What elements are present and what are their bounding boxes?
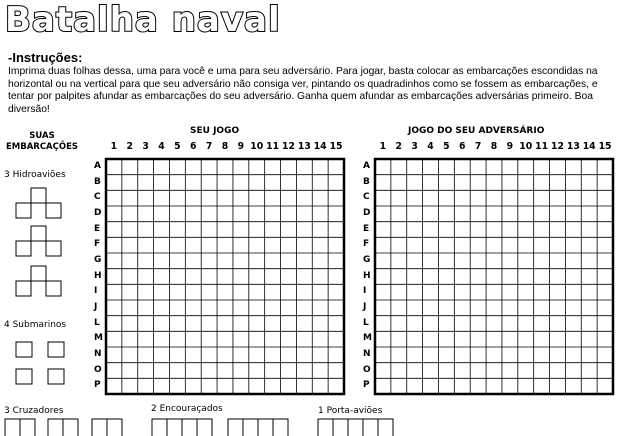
submarine-cell [16, 342, 32, 357]
own-board-row-letter: C [94, 192, 101, 203]
own-board-row-letter: I [94, 286, 98, 297]
cruisers-label: 3 Cruzadores [4, 406, 64, 416]
own-board-row-letter: E [94, 223, 101, 234]
opponent-board-row-letter: B [363, 176, 370, 187]
own-board-row-letter: J [94, 302, 98, 312]
own-board-row-letter: B [94, 176, 101, 187]
battleship-cell [167, 419, 182, 436]
own-board-column-number: 15 [329, 141, 343, 152]
opponent-board-column-number: 6 [459, 141, 466, 152]
opponent-board-column-number: 1 [379, 141, 387, 152]
opponent-board-row-letter: P [363, 380, 370, 391]
opponent-board-row-letter: J [363, 302, 367, 312]
opponent-board-row-letter: M [363, 333, 372, 344]
opponent-board-row-letter: N [363, 349, 371, 359]
opponent-board-row-letter: O [363, 364, 371, 375]
seaplane-cell [16, 203, 31, 218]
cruiser-cell [5, 419, 20, 436]
opponent-board-row-letter: G [363, 255, 371, 265]
own-board-column-number: 10 [250, 141, 264, 152]
opponent-board-column-number: 5 [443, 141, 450, 152]
own-board-row-letter: M [94, 333, 103, 344]
seaplane-cell [46, 241, 61, 256]
opponent-board-column-number: 10 [519, 141, 533, 152]
own-board-column-number: 5 [174, 141, 181, 152]
battleship-cell [273, 419, 288, 436]
opponent-board-column-number: 7 [474, 141, 482, 152]
own-board-column-number: 3 [142, 141, 149, 152]
seaplane-cell [31, 226, 46, 241]
seaplane-cell [31, 266, 46, 281]
cruiser-cell [48, 419, 63, 436]
battleship-cell [243, 419, 258, 436]
own-board-column-number: 9 [237, 141, 245, 152]
own-board-column-number: 8 [221, 141, 229, 152]
submarine-cell [48, 342, 64, 357]
instructions-heading: -Instruções: [8, 50, 83, 65]
battleship-cell [152, 419, 167, 436]
own-board-column-number: 13 [297, 141, 311, 152]
battleship-cell [197, 419, 212, 436]
opponent-board-column-number: 8 [490, 141, 498, 152]
own-board-row-letter: A [94, 161, 101, 171]
carrier-label: 1 Porta-aviões [318, 406, 383, 416]
instructions-text: Imprima duas folhas dessa, uma para você e uma para seu adversário. Para jogar, basta colocar as embarcações escondidas na horizontal ou na vertical para que seu adversário não consiga ver, pintando os quadradinhos como se fossem as embarcações, e tentar por palpites afundar as embarcações do seu adversário. Ganha quem afundar as embarcações adversárias primeiro. Boa diversão! [8, 66, 598, 115]
opponent-board-column-number: 14 [582, 141, 596, 152]
battleship-cell [258, 419, 273, 436]
battleship-cell [182, 419, 197, 436]
own-board-column-number: 7 [205, 141, 213, 152]
opponent-board-column-number: 13 [566, 141, 580, 152]
opponent-board-row-letter: I [363, 286, 367, 297]
opponent-board-column-number: 9 [506, 141, 514, 152]
seaplane-cell [16, 281, 31, 296]
opponent-board-column-number: 15 [598, 141, 612, 152]
opponent-board-column-number: 11 [535, 141, 549, 152]
own-board-grid-border [106, 159, 344, 394]
battleships-label: 2 Encouraçados [151, 404, 223, 414]
carrier-cell [333, 419, 348, 436]
opponent-board-row-letter: H [363, 270, 371, 281]
cruiser-cell [92, 419, 107, 436]
own-board-row-letter: P [94, 380, 101, 391]
own-board-row-letter: F [94, 239, 101, 250]
cruiser-cell [107, 419, 122, 436]
own-board-column-number: 14 [313, 141, 327, 152]
battleship-cell [228, 419, 243, 436]
opponent-board-row-letter: D [363, 208, 371, 218]
ships-heading-line1: SUAS [29, 131, 55, 141]
seaplane-cell [16, 241, 31, 256]
submarine-cell [16, 369, 32, 384]
opponent-board-row-letter: A [363, 161, 370, 171]
opponent-board-column-number: 3 [411, 141, 418, 152]
opponent-board-row-letter: E [363, 223, 370, 234]
own-board-row-letter: N [94, 349, 102, 359]
opponent-board-column-number: 12 [550, 141, 564, 152]
opponent-board-column-number: 4 [427, 141, 434, 152]
own-board-column-number: 12 [281, 141, 295, 152]
cruiser-cell [20, 419, 35, 436]
opponent-board-column-number: 2 [395, 141, 403, 152]
opponent-board-row-letter: F [363, 239, 370, 250]
page-title: Batalha naval [5, 0, 281, 40]
ships-heading-line2: EMBARCAÇÕES [5, 142, 79, 152]
own-board-row-letter: O [94, 364, 102, 375]
opponent-board-row-letter: L [363, 317, 369, 328]
carrier-cell [378, 419, 393, 436]
own-board-row-letter: D [94, 208, 102, 218]
opponent-board-grid-border [375, 159, 613, 394]
own-board-column-number: 6 [190, 141, 197, 152]
carrier-cell [318, 419, 333, 436]
own-board-title: SEU JOGO [190, 126, 240, 136]
seaplanes-label: 3 Hidroaviões [4, 170, 66, 180]
own-board-column-number: 4 [158, 141, 165, 152]
carrier-cell [348, 419, 363, 436]
cruiser-cell [63, 419, 78, 436]
own-board-column-number: 1 [110, 141, 118, 152]
own-board-row-letter: H [94, 270, 102, 281]
submarines-label: 4 Submarinos [4, 320, 67, 330]
seaplane-cell [31, 188, 46, 203]
seaplane-cell [46, 203, 61, 218]
own-board-column-number: 2 [126, 141, 134, 152]
opponent-board-row-letter: C [363, 192, 370, 203]
own-board-column-number: 11 [266, 141, 280, 152]
carrier-cell [363, 419, 378, 436]
own-board-row-letter: G [94, 255, 102, 265]
ships-heading [0, 131, 84, 153]
seaplane-cell [46, 281, 61, 296]
opponent-board-title: JOGO DO SEU ADVERSÁRIO [408, 126, 545, 136]
own-board-row-letter: L [94, 317, 100, 328]
submarine-cell [48, 369, 64, 384]
